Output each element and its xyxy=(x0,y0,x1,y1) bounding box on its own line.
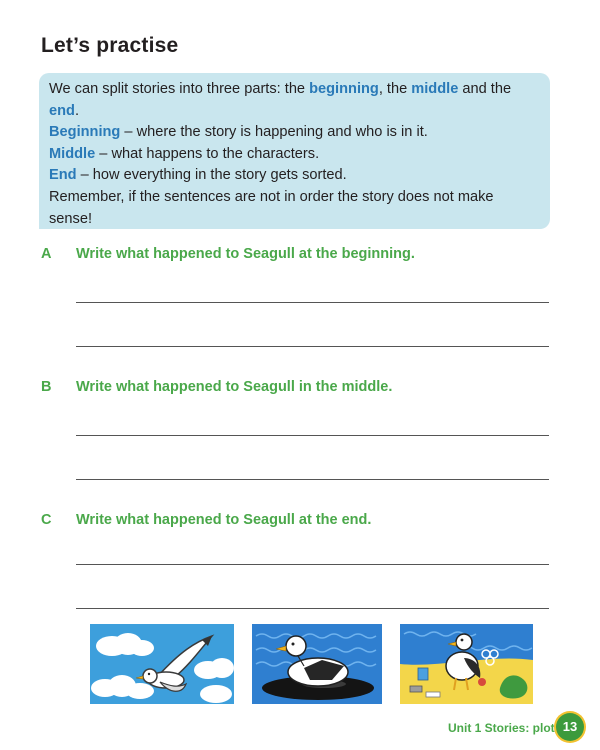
question-b xyxy=(41,379,392,395)
answer-line-b2[interactable] xyxy=(76,479,549,480)
keyword-beginning: beginning xyxy=(309,81,379,97)
question-text: Write what happened to Seagull at the beginning. xyxy=(76,246,415,262)
page-title: Let’s practise xyxy=(41,34,179,57)
definition-beginning: – where the story is happening and who is in it. xyxy=(120,124,428,141)
seagull-beach-picture xyxy=(400,624,533,704)
answer-line-b1[interactable] xyxy=(76,435,549,436)
label-beginning: Beginning xyxy=(49,124,121,141)
label-middle: Middle xyxy=(49,145,96,162)
seagull-oil-illustration xyxy=(252,624,382,704)
answer-line-a2[interactable] xyxy=(76,346,549,347)
seagull-flying-illustration xyxy=(90,624,234,704)
seagull-flying-picture xyxy=(90,624,234,704)
question-c xyxy=(41,512,371,528)
seagull-oil-picture xyxy=(252,624,382,704)
answer-line-a1[interactable] xyxy=(76,302,549,303)
info-intro xyxy=(49,79,540,122)
question-text: Write what happened to Seagull in the middle. xyxy=(76,379,393,395)
question-letter: C xyxy=(41,512,52,528)
answer-line-c2[interactable] xyxy=(76,608,549,609)
intro-text: and the xyxy=(458,81,512,97)
intro-text: . xyxy=(74,102,80,119)
info-middle xyxy=(49,144,540,166)
question-a xyxy=(41,246,415,262)
definition-end: – how everything in the story gets sorted. xyxy=(76,167,347,184)
label-end: End xyxy=(49,167,77,184)
answer-line-c1[interactable] xyxy=(76,564,549,565)
keyword-middle: middle xyxy=(411,81,459,97)
question-letter: A xyxy=(41,246,52,262)
question-text: Write what happened to Seagull at the end. xyxy=(76,512,372,528)
info-beginning xyxy=(49,122,540,144)
intro-text: , the xyxy=(378,81,412,97)
definition-middle: – what happens to the characters. xyxy=(95,145,320,162)
seagull-beach-illustration xyxy=(400,624,533,704)
footer-unit-label: Unit 1 Stories: plot xyxy=(448,721,555,735)
question-letter: B xyxy=(41,379,52,395)
intro-text: We can split stories into three parts: the xyxy=(49,81,310,97)
keyword-end: end xyxy=(49,102,75,119)
info-box xyxy=(39,73,550,229)
info-end xyxy=(49,165,540,187)
page-number-badge: 13 xyxy=(556,713,584,741)
info-remember: Remember, if the sentences are not in order the story does not make sense! xyxy=(49,188,494,227)
